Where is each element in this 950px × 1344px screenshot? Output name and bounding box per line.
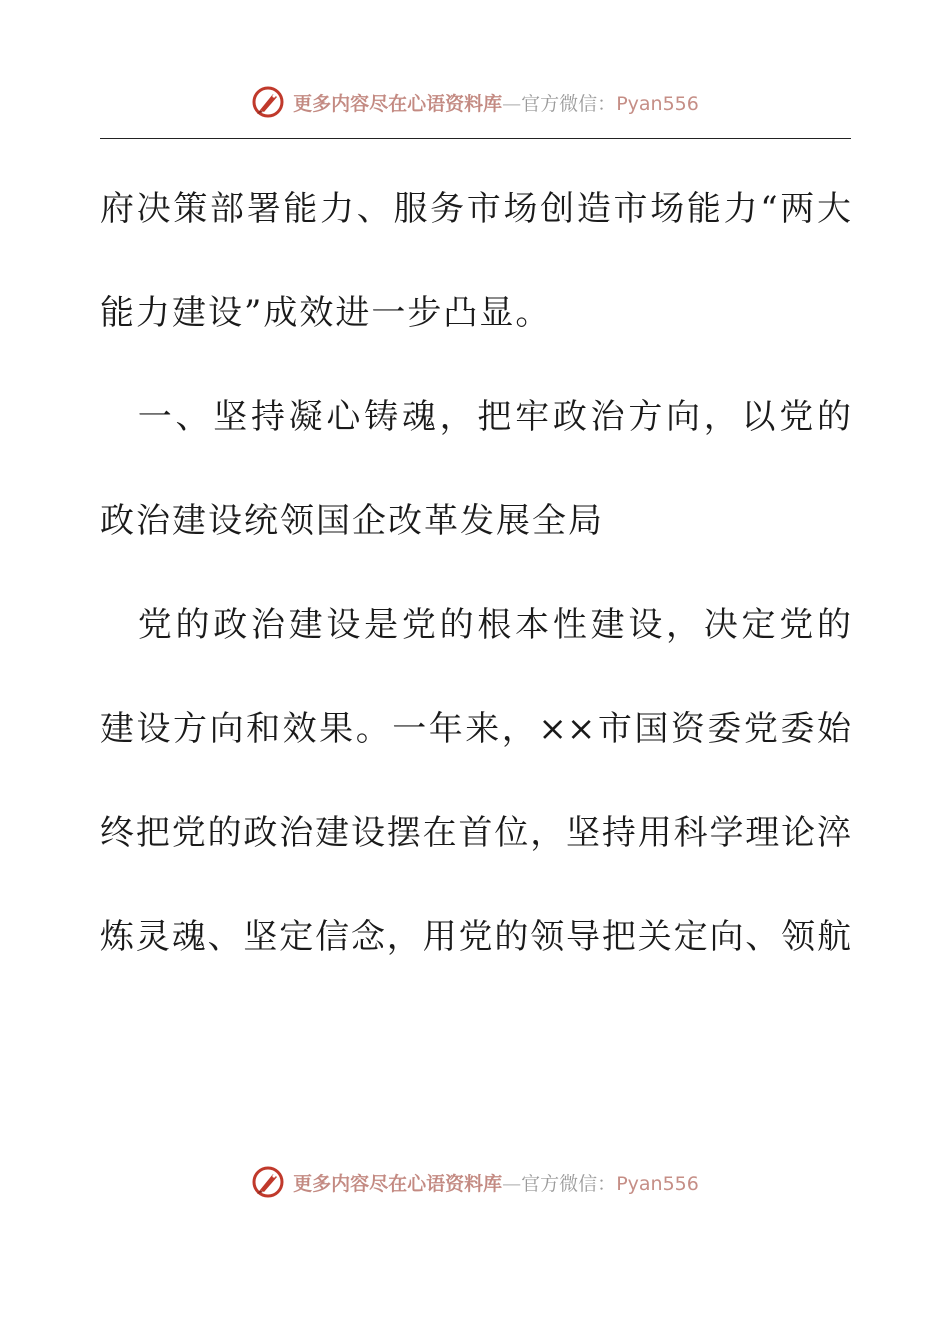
text-line: 建设方向和效果。一年来，××市国资委党委始 xyxy=(100,709,851,749)
pen-nib-logo-icon xyxy=(251,85,285,119)
header-watermark xyxy=(0,82,950,122)
watermark-brand: 更多内容尽在心语资料库 xyxy=(293,92,503,115)
section-heading-line: 一、坚持凝心铸魂，把牢政治方向，以党的 xyxy=(100,397,851,437)
text-line: 终把党的政治建设摆在首位，坚持用科学理论淬 xyxy=(100,813,851,853)
footer-watermark xyxy=(0,1162,950,1202)
watermark-wechat-id: Pyan556 xyxy=(616,1172,699,1195)
text-line: 炼灵魂、坚定信念，用党的领导把关定向、领航 xyxy=(100,917,851,957)
watermark-brand: 更多内容尽在心语资料库 xyxy=(293,1172,503,1195)
watermark-wechat-label: 官方微信： xyxy=(521,92,617,115)
section-heading-line: 政治建设统领国企改革发展全局 xyxy=(100,501,604,541)
watermark-text xyxy=(293,89,699,116)
document-body xyxy=(100,158,851,989)
text-line: 能力建设”成效进一步凸显。 xyxy=(100,293,552,333)
text-line: 府决策部署能力、服务市场创造市场能力“两大 xyxy=(100,189,851,229)
pen-nib-logo-icon xyxy=(251,1165,285,1199)
watermark-text xyxy=(293,1169,699,1196)
watermark-separator: — xyxy=(502,1172,522,1195)
watermark-wechat-id: Pyan556 xyxy=(616,92,699,115)
text-line: 党的政治建设是党的根本性建设，决定党的 xyxy=(100,605,851,645)
watermark-separator: — xyxy=(502,92,522,115)
watermark-wechat-label: 官方微信： xyxy=(521,1172,617,1195)
header-divider xyxy=(100,138,851,139)
